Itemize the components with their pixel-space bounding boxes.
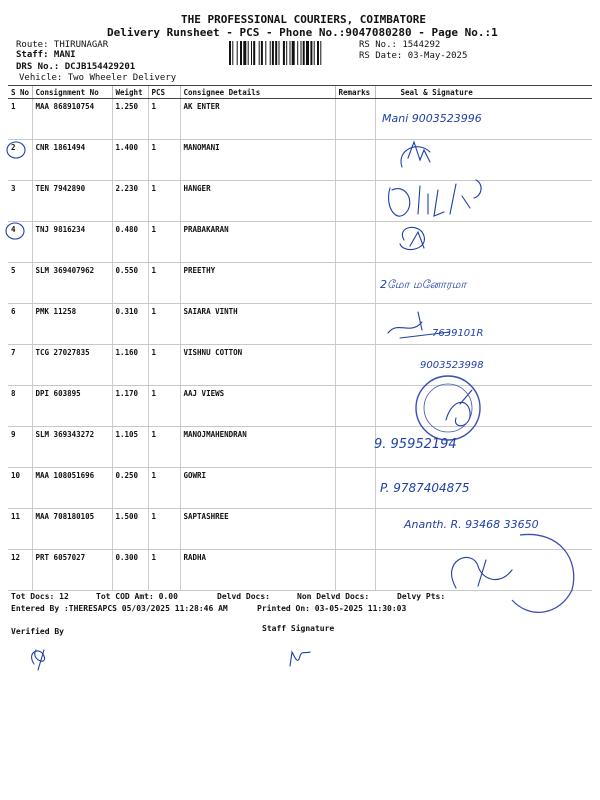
non-delivered-docs: Non Delvd Docs: — [297, 592, 370, 601]
sno-cell: 4 — [8, 222, 32, 263]
remarks-cell — [335, 427, 375, 468]
sno-cell: 8 — [8, 386, 32, 427]
consignee-cell: PRABAKARAN — [180, 222, 335, 263]
table-row — [8, 345, 592, 386]
verified-by-label: Verified By — [11, 627, 64, 636]
table-row — [8, 509, 592, 550]
staff-signature-label: Staff Signature — [262, 624, 335, 633]
sno-cell: 6 — [8, 304, 32, 345]
pcs-cell: 1 — [148, 509, 180, 550]
table-row — [8, 386, 592, 427]
entered-by: Entered By :THERESAPCS 05/03/2025 11:28:46 AM — [11, 604, 228, 613]
barcode-bar — [314, 41, 315, 65]
consignment-cell: TEN 7942890 — [32, 181, 112, 222]
total-docs: Tot Docs: 12 — [11, 592, 69, 601]
consignment-cell: TNJ 9816234 — [32, 222, 112, 263]
barcode-bar — [240, 41, 242, 65]
barcode-bar — [248, 41, 249, 65]
barcode-bar — [317, 41, 319, 65]
sno-cell: 7 — [8, 345, 32, 386]
sno-cell: 2 — [8, 140, 32, 181]
consignment-cell: SLM 369407962 — [32, 263, 112, 304]
remarks-cell — [335, 468, 375, 509]
barcode-bar — [265, 41, 266, 65]
remarks-cell — [335, 509, 375, 550]
weight-cell: 0.550 — [112, 263, 148, 304]
signature-cell — [375, 550, 592, 591]
consignee-cell: MANOMANI — [180, 140, 335, 181]
remarks-cell — [335, 181, 375, 222]
handwriting-row-6: 7639101R — [432, 328, 484, 339]
sno-cell: 1 — [8, 99, 32, 140]
col-sno: S No — [8, 86, 32, 99]
barcode-bar — [243, 41, 246, 65]
col-pcs: PCS — [148, 86, 180, 99]
weight-cell: 0.250 — [112, 468, 148, 509]
barcode-bar — [306, 41, 309, 65]
consignment-cell: SLM 369343272 — [32, 427, 112, 468]
pcs-cell: 1 — [148, 304, 180, 345]
barcode-bar — [320, 41, 321, 65]
pcs-cell: 1 — [148, 140, 180, 181]
consignment-cell: MAA 868910754 — [32, 99, 112, 140]
remarks-cell — [335, 304, 375, 345]
sno-cell: 12 — [8, 550, 32, 591]
barcode-bar — [232, 41, 233, 65]
consignment-cell: MAA 108051696 — [32, 468, 112, 509]
col-weight: Weight — [112, 86, 148, 99]
consignee-cell: AAJ VIEWS — [180, 386, 335, 427]
weight-cell: 2.230 — [112, 181, 148, 222]
signature-cell — [375, 304, 592, 345]
handwriting-row-5: 2மோ மனோரமா — [380, 278, 467, 291]
barcode-bar — [237, 41, 238, 65]
table-row — [8, 304, 592, 345]
barcode-bar — [229, 41, 231, 65]
route-label: Route: THIRUNAGAR — [16, 40, 109, 50]
barcode-bar — [297, 41, 298, 65]
weight-cell: 1.105 — [112, 427, 148, 468]
consignee-cell: RADHA — [180, 550, 335, 591]
pcs-cell: 1 — [148, 263, 180, 304]
signature-cell — [375, 468, 592, 509]
rs-date: RS Date: 03-May-2025 — [359, 51, 468, 61]
verified-by-signature — [32, 650, 45, 670]
handwriting-row-11: Ananth. R. 93468 33650 — [404, 518, 539, 531]
consignment-cell: CNR 1861494 — [32, 140, 112, 181]
col-consignee: Consignee Details — [180, 86, 335, 99]
barcode-bar — [270, 41, 271, 65]
weight-cell: 1.170 — [112, 386, 148, 427]
pcs-cell: 1 — [148, 427, 180, 468]
signature-cell — [375, 140, 592, 181]
pcs-cell: 1 — [148, 468, 180, 509]
runsheet-subtitle: Delivery Runsheet - PCS - Phone No.:9047080280 - Page No.:1 — [107, 26, 498, 39]
barcode-bar — [279, 41, 280, 65]
pcs-cell: 1 — [148, 345, 180, 386]
handwriting-row-1: Mani 9003523996 — [382, 112, 482, 125]
table-row — [8, 99, 592, 140]
remarks-cell — [335, 222, 375, 263]
staff-signature-mark — [290, 652, 310, 666]
remarks-cell — [335, 550, 375, 591]
rs-number: RS No.: 1544292 — [359, 40, 441, 50]
handwriting-row-10: P. 9787404875 — [380, 481, 470, 495]
table-row — [8, 550, 592, 591]
remarks-cell — [335, 345, 375, 386]
handwriting-row-7: 9003523998 — [420, 360, 484, 371]
delivery-points: Delvy Pts: — [397, 592, 446, 601]
consignee-cell: HANGER — [180, 181, 335, 222]
staff-label: Staff: MANI — [16, 50, 76, 60]
vehicle-label: Vehicle: Two Wheeler Delivery — [19, 73, 177, 83]
weight-cell: 0.480 — [112, 222, 148, 263]
sno-cell: 5 — [8, 263, 32, 304]
consignment-cell: PMK 11258 — [32, 304, 112, 345]
signature-cell — [375, 345, 592, 386]
col-signature: Seal & Signature — [375, 86, 592, 99]
weight-cell: 1.250 — [112, 99, 148, 140]
col-remarks: Remarks — [335, 86, 375, 99]
consignee-cell: MANOJMAHENDRAN — [180, 427, 335, 468]
signature-cell — [375, 509, 592, 550]
barcode-bar — [283, 41, 285, 65]
weight-cell: 0.310 — [112, 304, 148, 345]
signature-cell — [375, 386, 592, 427]
remarks-cell — [335, 386, 375, 427]
remarks-cell — [335, 263, 375, 304]
barcode-bar — [275, 41, 277, 65]
sno-cell: 10 — [8, 468, 32, 509]
weight-cell: 0.300 — [112, 550, 148, 591]
consignment-cell: MAA 708180105 — [32, 509, 112, 550]
consignee-cell: PREETHY — [180, 263, 335, 304]
signature-cell — [375, 222, 592, 263]
barcode-bar — [286, 41, 287, 65]
consignee-cell: VISHNU COTTON — [180, 345, 335, 386]
consignment-cell: TCG 27027835 — [32, 345, 112, 386]
table-row — [8, 263, 592, 304]
signature-cell — [375, 181, 592, 222]
barcode-bar — [261, 41, 263, 65]
sno-cell: 11 — [8, 509, 32, 550]
company-title: THE PROFESSIONAL COURIERS, COIMBATORE — [181, 13, 427, 26]
consignment-cell: DPI 603895 — [32, 386, 112, 427]
remarks-cell — [335, 99, 375, 140]
table-row — [8, 468, 592, 509]
total-cod-amount: Tot COD Amt: 0.00 — [96, 592, 178, 601]
consignee-cell: GOWRI — [180, 468, 335, 509]
printed-on: Printed On: 03-05-2025 11:30:03 — [257, 604, 407, 613]
barcode-bar — [301, 41, 302, 65]
table-row — [8, 181, 592, 222]
barcode-bar — [251, 41, 252, 65]
consignee-cell: SAIARA VINTH — [180, 304, 335, 345]
pcs-cell: 1 — [148, 99, 180, 140]
consignment-cell: PRT 6057027 — [32, 550, 112, 591]
runsheet-table — [8, 85, 592, 591]
signature-cell — [375, 263, 592, 304]
weight-cell: 1.500 — [112, 509, 148, 550]
barcode-bar — [253, 41, 255, 65]
signature-cell — [375, 99, 592, 140]
col-consignment: Consignment No — [32, 86, 112, 99]
pcs-cell: 1 — [148, 181, 180, 222]
table-row — [8, 140, 592, 181]
remarks-cell — [335, 140, 375, 181]
sno-cell: 9 — [8, 427, 32, 468]
handwriting-row-9: 9. 95952194 — [374, 437, 457, 452]
barcode-bar — [272, 41, 274, 65]
weight-cell: 1.400 — [112, 140, 148, 181]
pcs-cell: 1 — [148, 550, 180, 591]
drs-label: DRS No.: DCJB154429201 — [16, 62, 136, 72]
barcode-bar — [303, 41, 305, 65]
barcode-bar — [310, 41, 312, 65]
pcs-cell: 1 — [148, 222, 180, 263]
barcode-bar — [259, 41, 260, 65]
signature-cell — [375, 427, 592, 468]
barcode — [229, 41, 353, 65]
consignee-cell: AK ENTER — [180, 99, 335, 140]
consignee-cell: SAPTASHREE — [180, 509, 335, 550]
barcode-bar — [290, 41, 291, 65]
barcode-bar — [292, 41, 295, 65]
table-header-row — [8, 86, 592, 99]
table-row — [8, 222, 592, 263]
table-row — [8, 427, 592, 468]
delivered-docs: Delvd Docs: — [217, 592, 270, 601]
sno-cell: 3 — [8, 181, 32, 222]
weight-cell: 1.160 — [112, 345, 148, 386]
pcs-cell: 1 — [148, 386, 180, 427]
